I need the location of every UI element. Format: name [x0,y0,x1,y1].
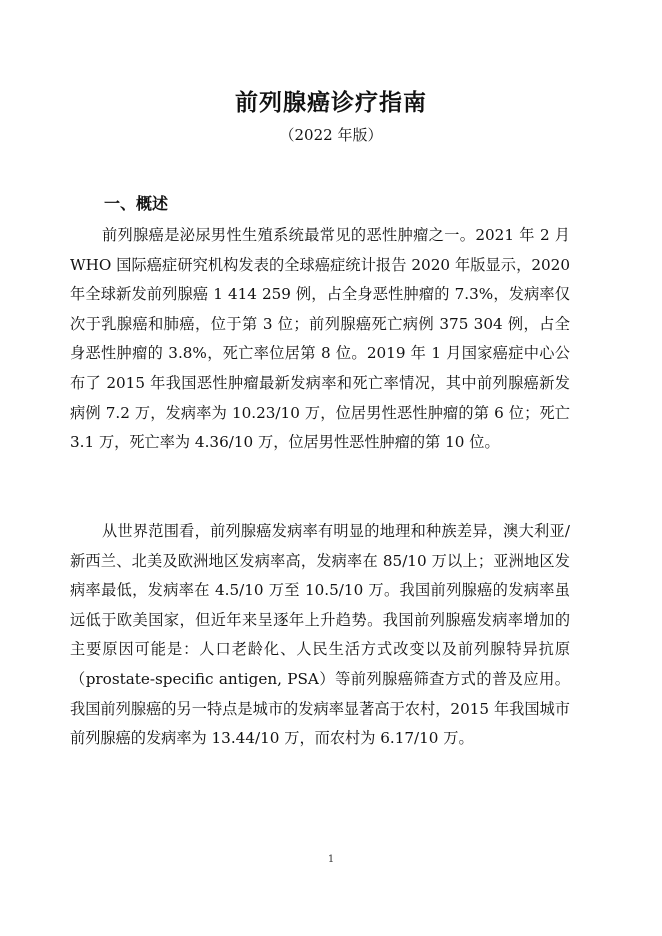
document-title: 前列腺癌诊疗指南 [235,90,427,116]
paragraph-geographic-differences: 从世界范围看，前列腺癌发病率有明显的地理和种族差异，澳大利亚/新西兰、北美及欧洲地区发病率高，发病率在 85/10 万以上；亚洲地区发病率最低，发病率在 4.5/10 万至 10.5/10 万。我国前列腺癌的发病率虽远低于欧美国家，但近年来呈逐年上升趋势。我国前列腺癌发病率增加的主要原因可能是：人口老龄化、人民生活方式改变以及前列腺特异抗原（prostate-specific antigen, PSA）等前列腺癌筛查方式的普及应用。我国前列腺癌的另一特点是城市的发病率显著高于农村，2015 年我国城市前列腺癌的发病率为 13.44/10 万，而农村为 6.17/10 万。 [70,522,570,748]
page-number: 1 [327,854,335,865]
document-edition: （2022 年版） [279,126,383,144]
section-heading-overview: 一、概述 [104,194,169,213]
paragraph-incidence-global: 前列腺癌是泌尿男性生殖系统最常见的恶性肿瘤之一。2021 年 2 月 WHO 国际癌症研究机构发表的全球癌症统计报告 2020 年版显示，2020 年全球新发前列腺癌 1 414 259 例，占全身恶性肿瘤的 7.3%，发病率仅次于乳腺癌和肺癌，位于第 3 位；前列腺癌死亡病例 375 304 例，占全身恶性肿瘤的 3.8%，死亡率位居第 8 位。2019 年 1 月国家癌症中心公布了 2015 年我国恶性肿瘤最新发病率和死亡率情况，其中前列腺癌新发病例 7.2 万，发病率为 10.23/10 万，位居男性恶性肿瘤的第 6 位；死亡 3.1 万，死亡率为 4.36/10 万，位居男性恶性肿瘤的第 10 位。 [70,226,570,452]
